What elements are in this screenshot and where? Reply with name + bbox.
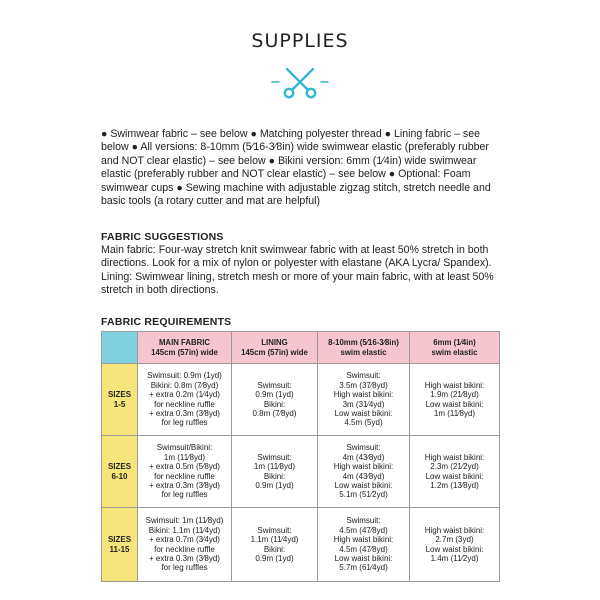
main-fabric-cell — [138, 436, 232, 508]
narrow-elastic-cell — [410, 364, 500, 436]
column-header-lining: LINING 145cm (57in) wide — [232, 332, 318, 364]
cell-text-line: + extra 0.2m (1⁄4yd) — [149, 390, 220, 400]
fabric-suggestions-heading: FABRIC SUGGESTIONS — [101, 231, 224, 243]
cell-text-line: Low waist bikini: — [334, 480, 393, 490]
cell-text-line: 1.2m (13⁄8yd) — [430, 480, 479, 490]
cell-text-line: Swimsuit: — [257, 525, 292, 535]
cell-text-line: + extra 0.3m (3⁄8yd) — [149, 480, 220, 490]
wide-elastic-cell — [318, 364, 410, 436]
cell-text-line: 1.9m (21⁄8yd) — [430, 390, 479, 400]
cell-text-line: High waist bikini: — [424, 380, 485, 390]
table-row — [102, 436, 500, 508]
lining-cell — [232, 364, 318, 436]
table-row — [102, 364, 500, 436]
cell-text-line: High waist bikini: — [424, 525, 485, 535]
cell-text-line: 4m (43⁄8yd) — [342, 452, 385, 462]
cell-text-line: for neckline ruffle — [154, 471, 215, 481]
main-fabric-cell — [138, 508, 232, 582]
scissors-icon — [270, 64, 330, 100]
cell-text-line: 4.5m (47⁄8yd) — [339, 544, 388, 554]
cell-text-line: for leg ruffles — [161, 490, 208, 500]
cell-text-line: 1m (11⁄8yd) — [163, 452, 206, 462]
cell-text-line: Bikini: 0.8m (7⁄8yd) — [150, 380, 219, 390]
cell-text-line: 0.9m (1yd) — [255, 480, 294, 490]
cell-text-line: 2.3m (21⁄2yd) — [430, 462, 479, 472]
cell-text-line: 1m (11⁄8yd) — [253, 462, 296, 472]
main-fabric-suggestion: Main fabric: Four-way stretch knit swimwear fabric with at least 50% stretch in both directions. Look for a mix of nylon or polyester with elastane (AKA Lycra/ Spandex). — [101, 244, 492, 270]
cell-text-line: 4.5m (47⁄8yd) — [339, 525, 388, 535]
cell-text-line: for leg ruffles — [161, 418, 208, 428]
table-header-row — [102, 332, 500, 364]
cell-text-line: Low waist bikini: — [425, 471, 484, 481]
cell-text-line: Bikini: 1.1m (11⁄4yd) — [148, 525, 221, 535]
fabric-suggestions-text — [101, 244, 501, 298]
column-header-main-fabric: MAIN FABRIC 145cm (57in) wide — [138, 332, 232, 364]
cell-text-line: 0.8m (7⁄8yd) — [252, 408, 297, 418]
table-corner-cell — [102, 332, 138, 364]
fabric-requirements-heading: FABRIC REQUIREMENTS — [101, 316, 232, 328]
cell-text-line: 5.7m (61⁄4yd) — [339, 563, 388, 573]
cell-text-line: + extra 0.3m (3⁄8yd) — [149, 408, 220, 418]
cell-text-line: High waist bikini: — [333, 462, 394, 472]
narrow-elastic-cell — [410, 436, 500, 508]
cell-text-line: 0.9m (1yd) — [255, 390, 294, 400]
cell-text-line: 4m (43⁄8yd) — [342, 471, 385, 481]
cell-text-line: Bikini: — [263, 544, 286, 554]
cell-text-line: Low waist bikini: — [425, 399, 484, 409]
size-cell: SIZES 6-10 — [102, 436, 138, 508]
cell-text-line: 4.5m (5yd) — [344, 418, 383, 428]
cell-text-line: 0.9m (1yd) — [255, 553, 294, 563]
cell-text-line: High waist bikini: — [424, 452, 485, 462]
column-header-narrow-elastic: 6mm (1⁄4in) swim elastic — [410, 332, 500, 364]
wide-elastic-cell — [318, 508, 410, 582]
lining-cell — [232, 436, 318, 508]
page-title: SUPPLIES — [251, 30, 349, 52]
column-header-wide-elastic: 8-10mm (5⁄16-3⁄8in) swim elastic — [318, 332, 410, 364]
cell-text-line: 3.5m (37⁄8yd) — [339, 380, 388, 390]
cell-text-line: Swimsuit: — [257, 380, 292, 390]
cell-text-line: Swimsuit: — [346, 371, 381, 381]
cell-text-line: + extra 0.3m (3⁄8yd) — [149, 553, 220, 563]
cell-text-line: 1.1m (11⁄4yd) — [250, 535, 299, 545]
cell-text-line: for neckline ruffle — [154, 399, 215, 409]
cell-text-line: Low waist bikini: — [425, 544, 484, 554]
cell-text-line: + extra 0.5m (5⁄8yd) — [149, 462, 220, 472]
cell-text-line: 1.4m (11⁄2yd) — [430, 553, 479, 563]
wide-elastic-cell — [318, 436, 410, 508]
cell-text-line: Swimsuit: — [346, 443, 381, 453]
cell-text-line: Swimsuit/Bikini: — [156, 443, 213, 453]
table-row — [102, 508, 500, 582]
cell-text-line: for leg ruffles — [161, 563, 208, 573]
size-cell: SIZES 11-15 — [102, 508, 138, 582]
cell-text-line: 3m (31⁄4yd) — [342, 399, 385, 409]
cell-text-line: Low waist bikini: — [334, 408, 393, 418]
main-fabric-cell — [138, 364, 232, 436]
cell-text-line: 1m (11⁄8yd) — [433, 408, 476, 418]
cell-text-line: Swimsuit: — [346, 516, 381, 526]
cell-text-line: High waist bikini: — [333, 535, 394, 545]
cell-text-line: 5.1m (51⁄2yd) — [339, 490, 388, 500]
narrow-elastic-cell — [410, 508, 500, 582]
cell-text-line: Low waist bikini: — [334, 553, 393, 563]
cell-text-line: + extra 0.7m (3⁄4yd) — [149, 535, 220, 545]
supplies-list: ● Swimwear fabric – see below ● Matching polyester thread ● Lining fabric – see below ● All versions: 8-10mm (5⁄16-3⁄8in) wide swimwear elastic (preferably rubber and NOT clear elastic) – see below ● Bikini version: 6mm (1⁄4in) wide swimwear elastic (preferably rubber and NOT clear elastic) – see below ● Optional: Foam swimwear cups ● Sewing machine with adjustable zigzag stitch, stretch needle and basic tools (a rotary cutter and mat are helpful) — [101, 128, 491, 208]
cell-text-line: Bikini: — [263, 471, 286, 481]
fabric-requirements-table — [101, 331, 500, 582]
size-cell: SIZES 1-5 — [102, 364, 138, 436]
cell-text-line: Bikini: — [263, 399, 286, 409]
cell-text-line: Swimsuit: 1m (11⁄8yd) — [145, 516, 224, 526]
cell-text-line: 2.7m (3yd) — [435, 535, 474, 545]
cell-text-line: Swimsuit: — [257, 452, 292, 462]
cell-text-line: for neckline ruffle — [154, 544, 215, 554]
lining-suggestion: Lining: Swimwear lining, stretch mesh or more of your main fabric, with at least 50% stretch in both directions. — [101, 270, 494, 297]
lining-cell — [232, 508, 318, 582]
cell-text-line: High waist bikini: — [333, 390, 394, 400]
cell-text-line: Swimsuit: 0.9m (1yd) — [147, 371, 222, 381]
